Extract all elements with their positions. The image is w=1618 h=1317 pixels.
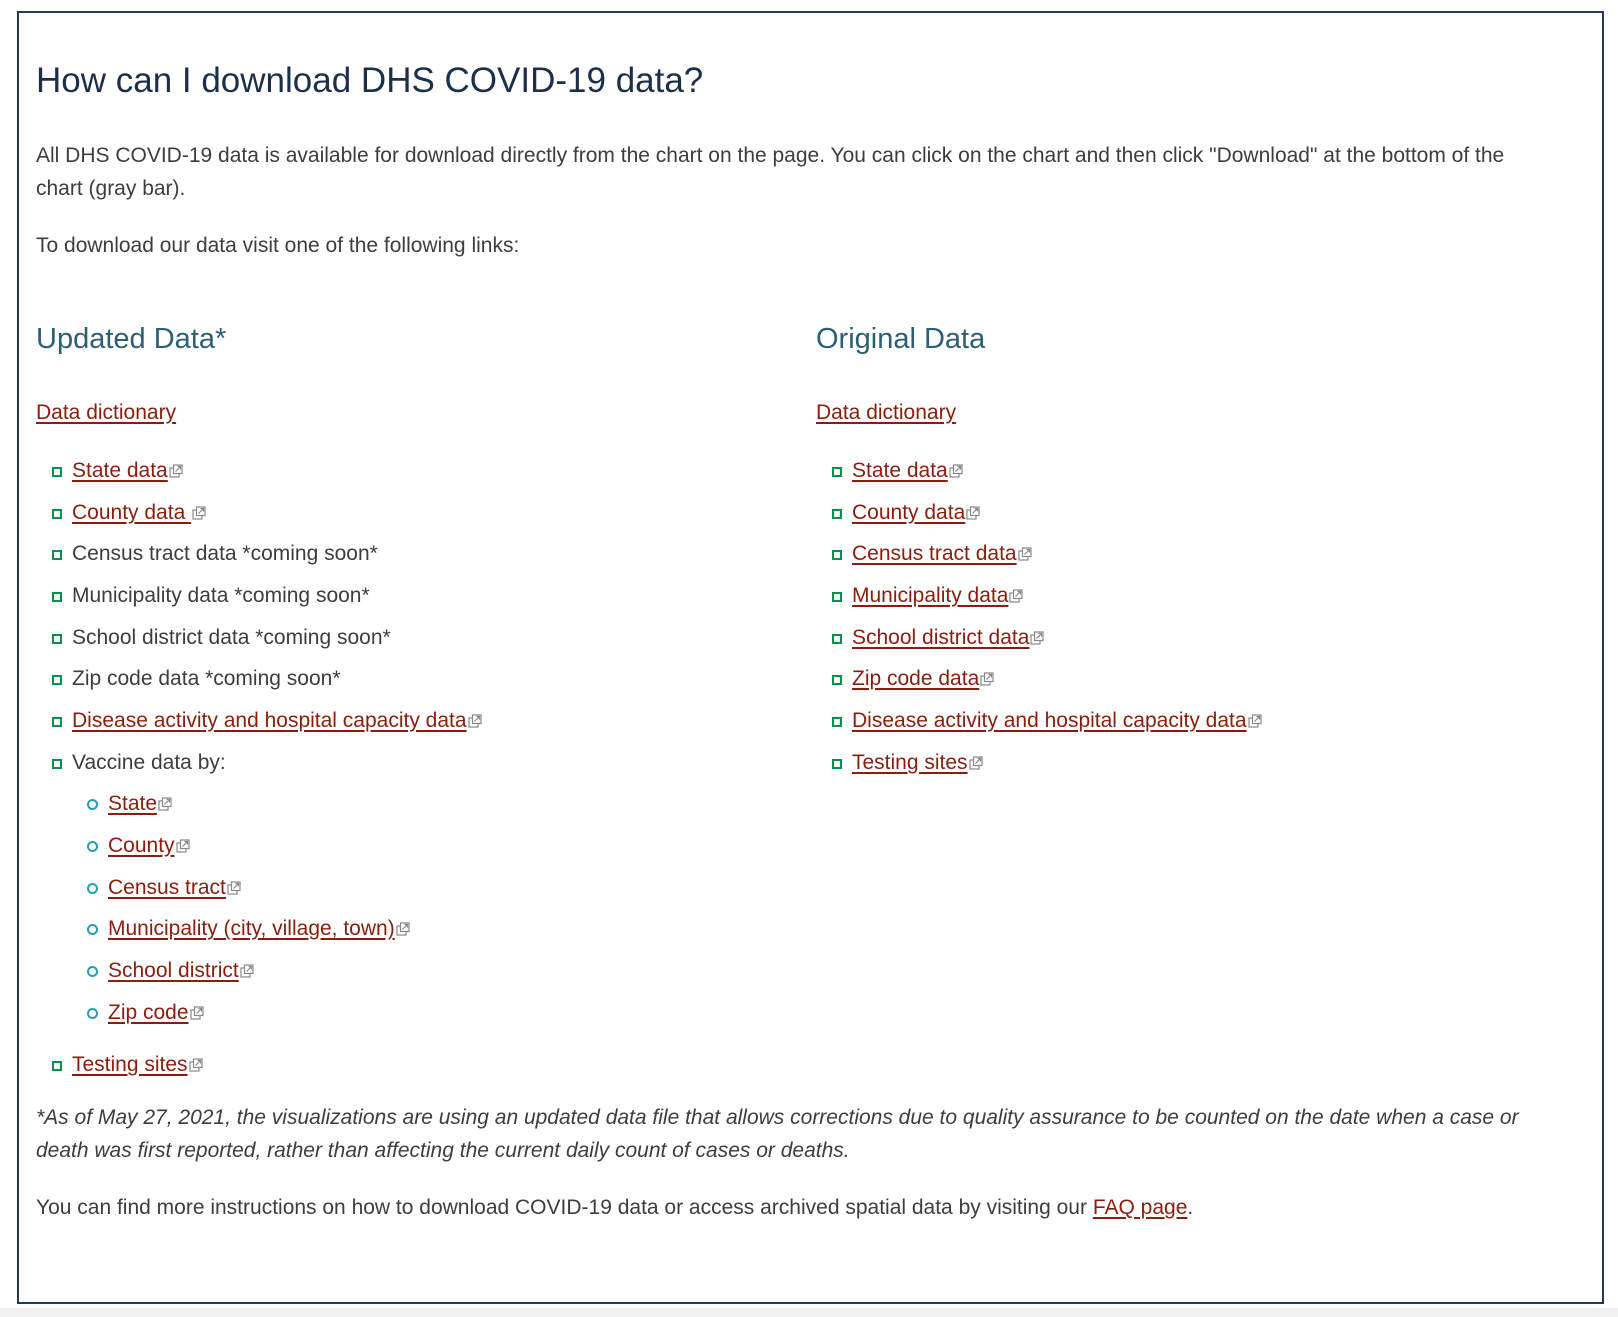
updated-list-item-disease [72, 706, 482, 736]
original-list-item-school-district [852, 623, 1044, 653]
vaccine-school-district-link[interactable]: School district [108, 959, 239, 982]
updated-zip-code-text: Zip code data *coming soon* [72, 667, 341, 690]
square-bullet-icon [832, 467, 842, 477]
square-bullet-icon [832, 592, 842, 602]
square-bullet-icon [52, 1061, 62, 1071]
external-link-icon [1009, 589, 1023, 603]
external-link-icon [1248, 714, 1262, 728]
updated-list-item-state [72, 456, 183, 486]
original-data-dictionary-link[interactable]: Data dictionary [816, 401, 957, 424]
external-link-icon [240, 964, 254, 978]
original-disease-activity-link[interactable]: Disease activity and hospital capacity data [852, 709, 1247, 732]
updated-list-item-testing [72, 1050, 203, 1080]
updated-county-data-link[interactable]: County data [72, 501, 192, 524]
square-bullet-icon [832, 550, 842, 560]
vaccine-list-item-state [108, 789, 172, 819]
page-title: How can I download DHS COVID-19 data? [36, 61, 704, 100]
external-link-icon [227, 881, 241, 895]
original-data-dictionary [816, 398, 956, 428]
circle-bullet-icon [87, 841, 98, 852]
external-link-icon [169, 464, 183, 478]
square-bullet-icon [52, 759, 62, 769]
original-list-item-municipality [852, 581, 1023, 611]
square-bullet-icon [832, 509, 842, 519]
square-bullet-icon [832, 759, 842, 769]
updated-list-item-census-tract [72, 539, 378, 569]
updated-disease-activity-link[interactable]: Disease activity and hospital capacity data [72, 709, 467, 732]
circle-bullet-icon [87, 883, 98, 894]
original-census-tract-link[interactable]: Census tract data [852, 542, 1017, 565]
original-list-item-disease [852, 706, 1262, 736]
updated-data-dictionary [36, 398, 176, 428]
square-bullet-icon [52, 509, 62, 519]
vaccine-list-item-school-district [108, 956, 254, 986]
square-bullet-icon [52, 634, 62, 644]
faq-prefix-text: You can find more instructions on how to download COVID-19 data or access archived spatial data by visiting our [36, 1196, 1093, 1219]
original-municipality-link[interactable]: Municipality data [852, 584, 1009, 607]
external-link-icon [1018, 547, 1032, 561]
external-link-icon [176, 839, 190, 853]
vaccine-county-link[interactable]: County [108, 834, 175, 857]
square-bullet-icon [52, 717, 62, 727]
faq-paragraph [36, 1191, 1193, 1224]
original-list-item-census-tract [852, 539, 1032, 569]
vaccine-list-item-municipality [108, 914, 410, 944]
updated-data-dictionary-link[interactable]: Data dictionary [36, 401, 177, 424]
vaccine-list-item-census-tract [108, 873, 241, 903]
external-link-icon [949, 464, 963, 478]
circle-bullet-icon [87, 924, 98, 935]
square-bullet-icon [832, 634, 842, 644]
original-list-item-state [852, 456, 963, 486]
updated-testing-sites-link[interactable]: Testing sites [72, 1053, 188, 1076]
external-link-icon [190, 1006, 204, 1020]
external-link-icon [396, 922, 410, 936]
original-data-heading: Original Data [816, 323, 986, 355]
square-bullet-icon [52, 675, 62, 685]
original-list-item-zip-code [852, 664, 994, 694]
links-intro-paragraph: To download our data visit one of the following links: [36, 234, 520, 257]
original-county-data-link[interactable]: County data [852, 501, 966, 524]
external-link-icon [969, 756, 983, 770]
original-state-data-link[interactable]: State data [852, 459, 948, 482]
updated-list-item-zip-code [72, 664, 341, 694]
original-list-item-testing [852, 748, 983, 778]
original-zip-code-link[interactable]: Zip code data [852, 667, 980, 690]
square-bullet-icon [52, 550, 62, 560]
updated-list-item-vaccine [72, 748, 226, 778]
faq-page-link[interactable]: FAQ page [1092, 1196, 1188, 1219]
updated-census-tract-text: Census tract data *coming soon* [72, 542, 378, 565]
square-bullet-icon [832, 675, 842, 685]
vaccine-list-item-county [108, 831, 190, 861]
circle-bullet-icon [87, 1008, 98, 1019]
intro-paragraph: All DHS COVID-19 data is available for download directly from the chart on the page. You can click on the chart and then click "Download" at the bottom of the chart (gray bar). [36, 144, 1505, 200]
updated-list-item-school-district [72, 623, 391, 653]
vaccine-list-item-zip-code [108, 998, 204, 1028]
updated-municipality-text: Municipality data *coming soon* [72, 584, 370, 607]
updated-school-district-text: School district data *coming soon* [72, 626, 391, 649]
original-school-district-link[interactable]: School district data [852, 626, 1030, 649]
square-bullet-icon [832, 717, 842, 727]
download-info-panel [17, 11, 1604, 1304]
updated-list-item-county [72, 498, 206, 528]
vaccine-state-link[interactable]: State [108, 792, 158, 815]
updated-state-data-link[interactable]: State data [72, 459, 168, 482]
external-link-icon [966, 506, 980, 520]
faq-suffix-text: . [1187, 1196, 1194, 1219]
external-link-icon [468, 714, 482, 728]
updated-data-footnote: *As of May 27, 2021, the visualizations are using an updated data file that allows corrections due to quality assurance to be counted on the date when a case or death was first reported, rather than affecting the current daily count of cases or deaths. [36, 1106, 1519, 1162]
external-link-icon [192, 506, 206, 520]
external-link-icon [189, 1058, 203, 1072]
updated-data-heading: Updated Data* [36, 323, 227, 355]
square-bullet-icon [52, 467, 62, 477]
vaccine-municipality-link[interactable]: Municipality (city, village, town) [108, 917, 395, 940]
external-link-icon [980, 672, 994, 686]
external-link-icon [1030, 631, 1044, 645]
original-list-item-county [852, 498, 980, 528]
vaccine-zip-code-link[interactable]: Zip code [108, 1001, 189, 1024]
external-link-icon [158, 797, 172, 811]
original-testing-sites-link[interactable]: Testing sites [852, 751, 968, 774]
square-bullet-icon [52, 592, 62, 602]
vaccine-census-tract-link[interactable]: Census tract [108, 876, 226, 899]
updated-list-item-municipality [72, 581, 370, 611]
circle-bullet-icon [87, 966, 98, 977]
circle-bullet-icon [87, 799, 98, 810]
bottom-strip [0, 1308, 1618, 1317]
vaccine-data-label: Vaccine data by: [72, 751, 226, 774]
